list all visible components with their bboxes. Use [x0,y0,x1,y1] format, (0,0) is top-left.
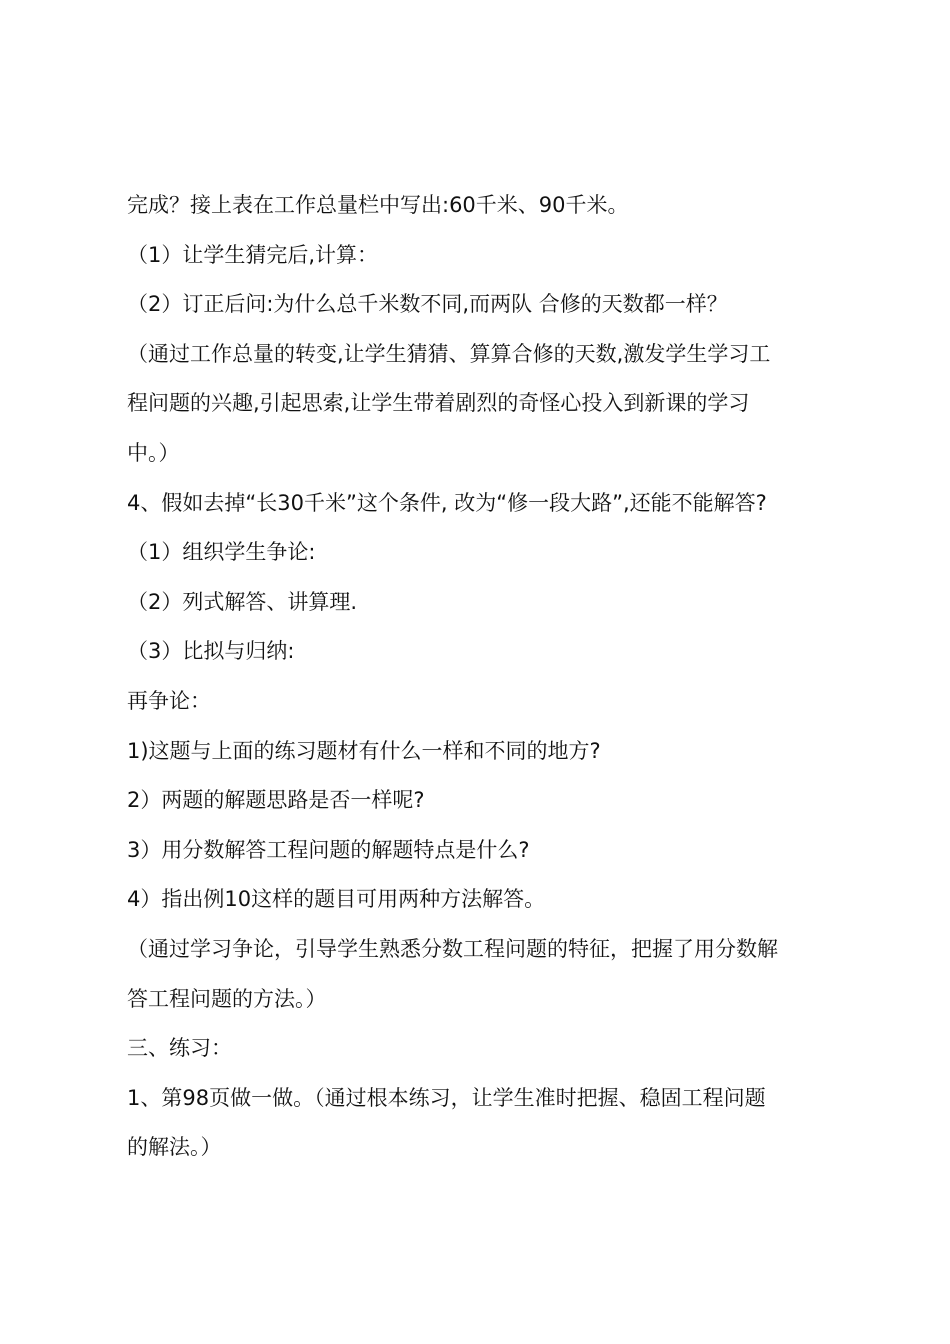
text-line: （2）列式解答、讲算理. [127,589,358,614]
text-line: 中。） [127,440,180,465]
text-line: 1)这题与上面的练习题材有什么一样和不同的地方? [127,738,601,763]
text-line: 再争论： [127,688,211,713]
text-line: （通过学习争论，引导学生熟悉分数工程问题的特征，把握了用分数解 [127,936,778,961]
document-body [127,181,837,1173]
text-line: 4、假如去掉“长30千米”这个条件, 改为“修一段大路”,还能不能解答? [127,490,767,515]
text-line: 3）用分数解答工程问题的解题特点是什么? [127,837,530,862]
text-line: （通过工作总量的转变,让学生猜猜、算算合修的天数,激发学生学习工 [127,341,771,366]
text-line: 1、第98页做一做。（通过根本练习，让学生准时把握、稳固工程问题 [127,1085,766,1110]
text-line: 三、练习： [127,1036,232,1061]
text-line: 2）两题的解题思路是否一样呢? [127,788,425,813]
text-line: 4）指出例10这样的题目可用两种方法解答。 [127,887,546,912]
text-line: 程问题的兴趣,引起思索,让学生带着剧烈的奇怪心投入到新课的学习 [127,391,750,416]
text-line: 答工程问题的方法。） [127,986,327,1011]
text-line: 完成？接上表在工作总量栏中写出:60千米、90千米。 [127,193,629,217]
text-line: （3）比拟与归纳: [127,639,295,664]
text-line: （1）组织学生争论: [127,540,316,565]
text-line: （2）订正后问:为什么总千米数不同,而两队 合修的天数都一样？ [127,292,728,317]
text-line: （1）让学生猜完后,计算： [127,242,379,267]
text-line: 的解法。） [127,1135,222,1160]
